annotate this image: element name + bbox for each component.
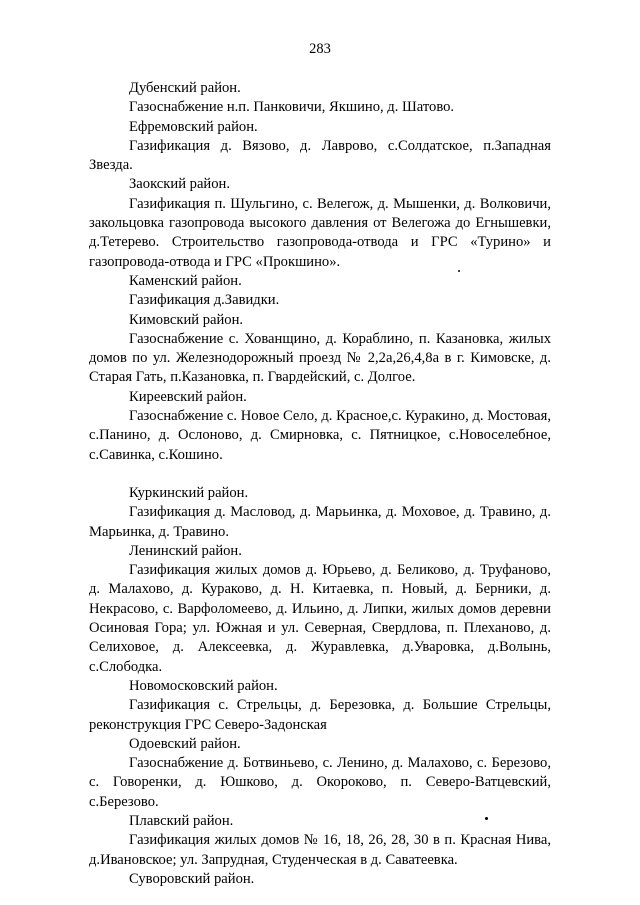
district-heading-novomoskovsky: Новомосковский район. [129, 677, 278, 694]
document-body [89, 79, 551, 889]
district-text-dubensky: Газоснабжение н.п. Панковичи, Якшино, д. Шатово. [129, 99, 455, 116]
district-heading-odoevsky: Одоевский район. [129, 735, 241, 752]
district-text-novomoskovsky: Газификация с. Стрельцы, д. Березовка, д. Большие Стрельцы, реконструкция ГРС Северо-Задонская [89, 697, 551, 733]
district-text-odoevsky: Газоснабжение д. Ботвиньево, с. Ленино, д. Малахово, с. Березово, с. Говоренки, д. Юшково, д. Окороково, п. Северо-Ватцевский, с.Березово. [89, 755, 551, 810]
district-heading-kamensky: Каменский район. [129, 272, 242, 289]
district-heading-kireevsky: Киреевский район. [129, 388, 247, 405]
district-text-leninsky: Газификация жилых домов д. Юрьево, д. Беликово, д. Труфаново, д. Малахово, д. Кураково, д. Н. Китаевка, п. Новый, д. Берники, д. Некрасово, с. Варфоломеево, д. Ильино, д. Липки, жилых домов деревни Осиновая Гора; ул. Южная и ул. Северная, Свердлова, п. Плеханово, д. Селиховое, д. Алексеевка, д. Журавлевка, д.Уваровка, д.Волынь, с.Слободка. [89, 562, 551, 675]
district-heading-zaoksky: Заокский район. [129, 176, 230, 193]
district-text-kireevsky: Газоснабжение с. Новое Село, д. Красное,с. Куракино, д. Мостовая, с.Панино, д. Ослоново, д. Смирновка, с. Пятницкое, с.Новоселебное, с.Савинка, с.Кошино. [89, 408, 551, 463]
district-text-kimovsky: Газоснабжение с. Хованщино, д. Кораблино, п. Казановка, жилых домов по ул. Железнодорожный проезд № 2,2а,26,4,8а в г. Кимовске, д. Старая Гать, п.Казановка, п. Гвардейский, с. Долгое. [89, 330, 551, 386]
district-heading-leninsky: Ленинский район. [129, 542, 242, 559]
district-heading-efremovsky: Ефремовский район. [129, 118, 258, 135]
paragraph-gap [89, 465, 551, 484]
district-text-efremovsky: Газификация д. Вязово, д. Лаврово, с.Солдатское, п.Западная Звезда. [89, 137, 551, 174]
district-text-zaoksky: Газификация п. Шульгино, с. Велегож, д. Мышенки, д. Волковичи, закольцовка газопровода высокого давления от Велегожа до Егнышевки, д.Тетерево. Строительство газопровода-отвода и ГРС «Турино» и газопровода-отвода и ГРС «Прокшино». [89, 195, 551, 270]
district-heading-suvorovsky: Суворовский район. [129, 870, 255, 887]
scan-speck [485, 817, 488, 820]
page-number: 283 [309, 41, 331, 57]
district-heading-kimovsky: Кимовский район. [129, 311, 244, 328]
district-heading-dubensky: Дубенский район. [129, 80, 241, 96]
district-text-kamensky: Газификация д.Завидки. [129, 292, 280, 309]
scan-speck [458, 270, 460, 272]
district-text-kurkinsky: Газификация д. Масловод, д. Марьинка, д. Моховое, д. Травино, д. Марьинка, д. Травино. [89, 504, 551, 540]
district-text-plavsky: Газификация жилых домов № 16, 18, 26, 28, 30 в п. Красная Нива, д.Ивановское; ул. Запрудная, Студенческая в д. Саватеевка. [89, 832, 551, 868]
district-heading-kurkinsky: Куркинский район. [129, 484, 249, 501]
district-heading-plavsky: Плавский район. [129, 812, 234, 829]
